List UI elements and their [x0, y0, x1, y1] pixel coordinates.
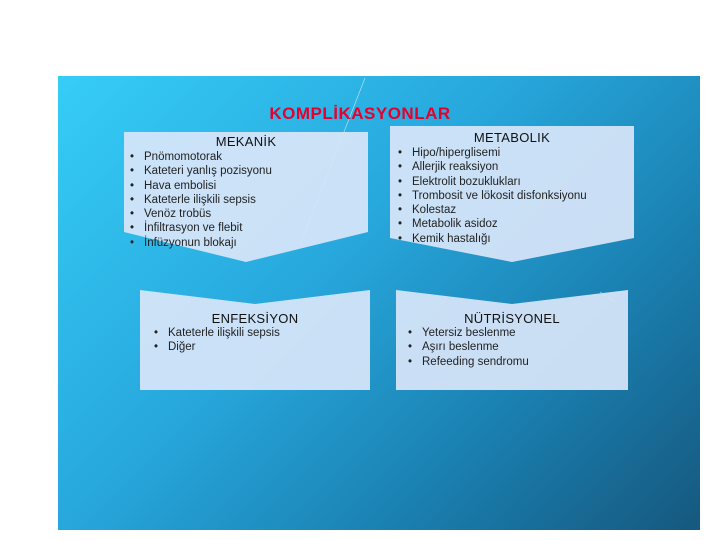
bullet-icon: •: [398, 232, 403, 245]
mekanik-list: [130, 150, 272, 250]
bullet-icon: •: [398, 218, 403, 231]
list-item: [408, 340, 529, 354]
list-item-text: Allerjik reaksiyon: [412, 161, 499, 174]
list-item-text: Yetersiz beslenme: [422, 327, 516, 339]
bullet-icon: •: [130, 193, 135, 206]
bullet-icon: •: [398, 161, 403, 174]
metabolik-box: [390, 124, 634, 264]
list-item: [154, 340, 280, 354]
bullet-icon: •: [398, 189, 403, 202]
bullet-icon: •: [154, 341, 159, 354]
list-item-text: Hipo/hiperglisemi: [412, 147, 501, 159]
list-item-text: Metabolik asidoz: [412, 218, 498, 231]
bullet-icon: •: [408, 355, 413, 368]
list-item-text: İnfiltrasyon ve flebit: [144, 222, 243, 235]
list-item: [398, 217, 587, 231]
list-item-text: Kateteri yanlış pozisyonu: [144, 165, 272, 178]
metabolik-heading: METABOLIK: [473, 130, 551, 145]
list-item: [130, 150, 272, 164]
list-item-text: Kemik hastalığı: [412, 232, 491, 245]
enfeksiyon-box: [140, 290, 370, 390]
nutrisyonel-box: [396, 290, 628, 390]
bullet-icon: •: [130, 179, 135, 192]
bullet-icon: •: [130, 151, 135, 163]
bullet-icon: •: [408, 327, 413, 339]
list-item: [398, 160, 587, 174]
list-item-text: Kateterle ilişkili sepsis: [168, 327, 280, 339]
list-item-text: Pnömomotorak: [144, 151, 222, 163]
list-item-text: Refeeding sendromu: [422, 355, 529, 368]
metabolik-list: [398, 146, 587, 246]
list-item-text: Kolestaz: [412, 204, 457, 217]
nutrisyonel-list: [408, 326, 529, 369]
list-item: [130, 207, 272, 221]
list-item: [398, 232, 587, 246]
list-item: [130, 164, 272, 178]
list-item-text: İnfüzyonun blokajı: [144, 236, 237, 249]
bullet-icon: •: [408, 341, 413, 354]
list-item: [398, 189, 587, 203]
list-item: [130, 193, 272, 207]
list-item: [408, 355, 529, 369]
list-item: [398, 203, 587, 217]
list-item: [130, 179, 272, 193]
diagram-title: KOMPLİKASYONLAR: [269, 104, 451, 123]
list-item-text: Venöz trobüs: [144, 208, 212, 221]
bullet-icon: •: [130, 165, 135, 178]
list-item-text: Kateterle ilişkili sepsis: [144, 193, 256, 206]
bullet-icon: •: [398, 147, 403, 159]
list-item-text: Hava embolisi: [144, 179, 217, 192]
enfeksiyon-list: [154, 326, 280, 355]
bullet-icon: •: [154, 327, 159, 339]
list-item-text: Diğer: [168, 341, 196, 354]
mekanik-box: [124, 128, 368, 264]
list-item-text: Elektrolit bozuklukları: [412, 175, 521, 188]
list-item: [408, 326, 529, 340]
list-item: [398, 175, 587, 189]
enfeksiyon-heading: ENFEKSİYON: [211, 311, 299, 326]
bullet-icon: •: [130, 222, 135, 235]
mekanik-heading: MEKANİK: [215, 134, 277, 149]
bullet-icon: •: [130, 236, 135, 249]
bullet-icon: •: [398, 204, 403, 217]
list-item: [398, 146, 587, 160]
list-item-text: Aşırı beslenme: [422, 341, 499, 354]
nutrisyonel-heading: NÜTRİSYONEL: [464, 311, 560, 326]
list-item: [130, 236, 272, 250]
bullet-icon: •: [398, 175, 403, 188]
list-item-text: Trombosit ve lökosit disfonksiyonu: [412, 189, 587, 202]
list-item: [154, 326, 280, 340]
list-item: [130, 221, 272, 235]
bullet-icon: •: [130, 208, 135, 221]
